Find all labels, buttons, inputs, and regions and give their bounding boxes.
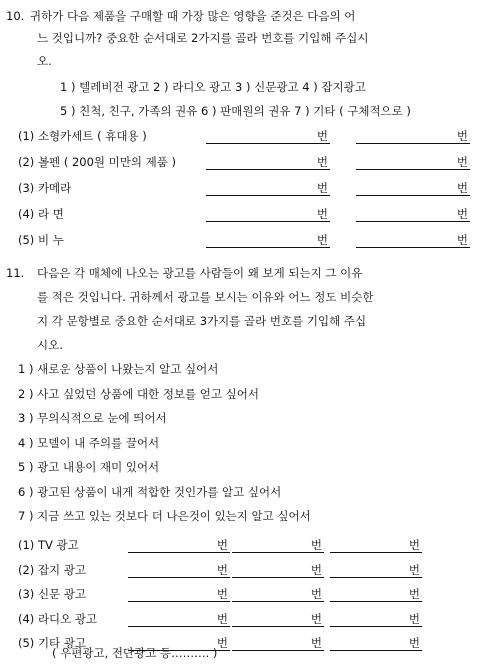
q10-row bbox=[18, 154, 496, 172]
q11-item-label: (2) 잡지 광고 bbox=[18, 562, 87, 577]
q10-answer-blank-2[interactable] bbox=[356, 232, 470, 248]
q10-answer-blank-2[interactable] bbox=[356, 180, 470, 196]
q10-unit-label: 번 bbox=[456, 181, 468, 195]
q10-item-label: (4) 라 면 bbox=[18, 207, 64, 221]
q10-row bbox=[18, 232, 496, 250]
q10-answer-blank-2[interactable] bbox=[356, 128, 470, 144]
q11-unit-label: 번 bbox=[216, 538, 228, 552]
q10-option-line-1: 1 ) 텔레비전 광고 2 ) 라디오 광고 3 ) 신문광고 4 ) 잡지광고 bbox=[60, 80, 366, 94]
q11-answer-blank-2[interactable] bbox=[232, 635, 324, 651]
q11-answer-blank-1[interactable] bbox=[128, 611, 230, 627]
q11-reason-item: 2 ) 사고 싶었던 상품에 대한 정보를 얻고 싶어서 bbox=[18, 386, 260, 401]
q10-row bbox=[18, 128, 496, 146]
q10-answer-blank-1[interactable] bbox=[206, 154, 330, 170]
q11-unit-label: 번 bbox=[310, 538, 322, 552]
q10-item-label: (5) 비 누 bbox=[18, 233, 64, 247]
q10-text-line-2: 느 것입니까? 중요한 순서대로 2가지를 골라 번호를 기입해 주십시 bbox=[37, 31, 369, 45]
q10-answer-blank-2[interactable] bbox=[356, 154, 470, 170]
q11-answer-blank-3[interactable] bbox=[330, 562, 422, 578]
q11-answer-blank-2[interactable] bbox=[232, 611, 324, 627]
q10-item-label: (3) 카메라 bbox=[18, 181, 72, 195]
q11-answer-blank-3[interactable] bbox=[330, 635, 422, 651]
q11-other-note: ( 우편광고, 전단광고 등………. ) bbox=[52, 646, 218, 660]
q11-answer-blank-3[interactable] bbox=[330, 586, 422, 602]
q11-text-line-3: 지 각 문항별로 중요한 순서대로 3가지를 골라 번호를 기입해 주십 bbox=[37, 314, 367, 328]
q10-unit-label: 번 bbox=[316, 207, 328, 221]
q11-reason-item: 4 ) 모델이 내 주의를 끌어서 bbox=[18, 435, 160, 450]
q11-unit-label: 번 bbox=[408, 538, 420, 552]
q11-text-line-2: 를 적은 것입니다. 귀하께서 광고를 보시는 이유와 어느 정도 비슷한 bbox=[37, 290, 374, 304]
q10-number: 10. bbox=[6, 9, 25, 23]
q10-unit-label: 번 bbox=[456, 233, 468, 247]
q10-answer-blank-1[interactable] bbox=[206, 232, 330, 248]
q11-row bbox=[18, 562, 496, 580]
q10-unit-label: 번 bbox=[456, 155, 468, 169]
q10-item-label: (1) 소형카세트 ( 휴대용 ) bbox=[18, 129, 147, 143]
q10-answer-blank-1[interactable] bbox=[206, 180, 330, 196]
q11-item-label: (4) 라디오 광고 bbox=[18, 611, 98, 626]
q11-unit-label: 번 bbox=[310, 562, 322, 577]
q11-row bbox=[18, 537, 496, 555]
q11-answer-blank-2[interactable] bbox=[232, 562, 324, 578]
q10-row bbox=[18, 206, 496, 224]
q11-answer-blank-2[interactable] bbox=[232, 537, 324, 553]
q11-reason-item: 3 ) 무의식적으로 눈에 띄어서 bbox=[18, 411, 167, 425]
q11-unit-label: 번 bbox=[408, 611, 420, 626]
q11-unit-label: 번 bbox=[216, 611, 228, 626]
q11-answer-blank-2[interactable] bbox=[232, 586, 324, 602]
q11-answer-blank-1[interactable] bbox=[128, 562, 230, 578]
q11-unit-label: 번 bbox=[408, 636, 420, 650]
q10-option-line-2: 5 ) 친척, 친구, 가족의 권유 6 ) 판매원의 권유 7 ) 기타 ( 구체적으로 ) bbox=[60, 104, 411, 118]
q11-answer-blank-3[interactable] bbox=[330, 537, 422, 553]
q11-answer-blank-1[interactable] bbox=[128, 586, 230, 602]
q11-row bbox=[18, 611, 496, 629]
q11-text-line-1: 다음은 각 매체에 나오는 광고를 사람들이 왜 보게 되는지 그 이유 bbox=[37, 266, 363, 280]
q10-answer-blank-1[interactable] bbox=[206, 128, 330, 144]
q10-unit-label: 번 bbox=[456, 129, 468, 143]
q11-unit-label: 번 bbox=[408, 562, 420, 577]
q10-unit-label: 번 bbox=[316, 155, 328, 169]
q11-unit-label: 번 bbox=[310, 587, 322, 601]
q11-number: 11. bbox=[6, 266, 25, 280]
q11-text-line-4: 시오. bbox=[37, 338, 63, 352]
q11-reason-item: 1 ) 새로운 상품이 나왔는지 알고 싶어서 bbox=[18, 362, 219, 376]
q11-unit-label: 번 bbox=[408, 587, 420, 601]
q10-text-line-3: 오. bbox=[37, 54, 52, 68]
q10-row bbox=[18, 180, 496, 198]
q11-item-label: (1) TV 광고 bbox=[18, 538, 79, 552]
q10-item-label: (2) 볼펜 ( 200원 미만의 제품 ) bbox=[18, 155, 177, 169]
q11-reason-item: 5 ) 광고 내용이 재미 있어서 bbox=[18, 460, 160, 474]
q11-unit-label: 번 bbox=[310, 636, 322, 650]
q11-item-label: (5) 기타 광고 bbox=[18, 636, 87, 650]
q11-answer-blank-1[interactable] bbox=[128, 537, 230, 553]
q10-unit-label: 번 bbox=[316, 233, 328, 247]
q11-unit-label: 번 bbox=[216, 636, 228, 650]
q11-unit-label: 번 bbox=[216, 562, 228, 577]
q10-text-line-1: 귀하가 다음 제품을 구매할 때 가장 많은 영향을 준것은 다음의 어 bbox=[30, 9, 356, 23]
q11-row bbox=[18, 586, 496, 604]
q11-answer-blank-3[interactable] bbox=[330, 611, 422, 627]
q11-reason-item: 6 ) 광고된 상품이 내게 적합한 것인가를 알고 싶어서 bbox=[18, 484, 282, 499]
q10-answer-blank-2[interactable] bbox=[356, 206, 470, 222]
q10-unit-label: 번 bbox=[316, 181, 328, 195]
q11-unit-label: 번 bbox=[216, 587, 228, 601]
q11-item-label: (3) 신문 광고 bbox=[18, 587, 87, 601]
q10-answer-blank-1[interactable] bbox=[206, 206, 330, 222]
q11-reason-item: 7 ) 지금 쓰고 있는 것보다 더 나은것이 있는지 알고 싶어서 bbox=[18, 509, 311, 523]
q10-unit-label: 번 bbox=[456, 207, 468, 221]
q11-unit-label: 번 bbox=[310, 611, 322, 626]
q10-unit-label: 번 bbox=[316, 129, 328, 143]
